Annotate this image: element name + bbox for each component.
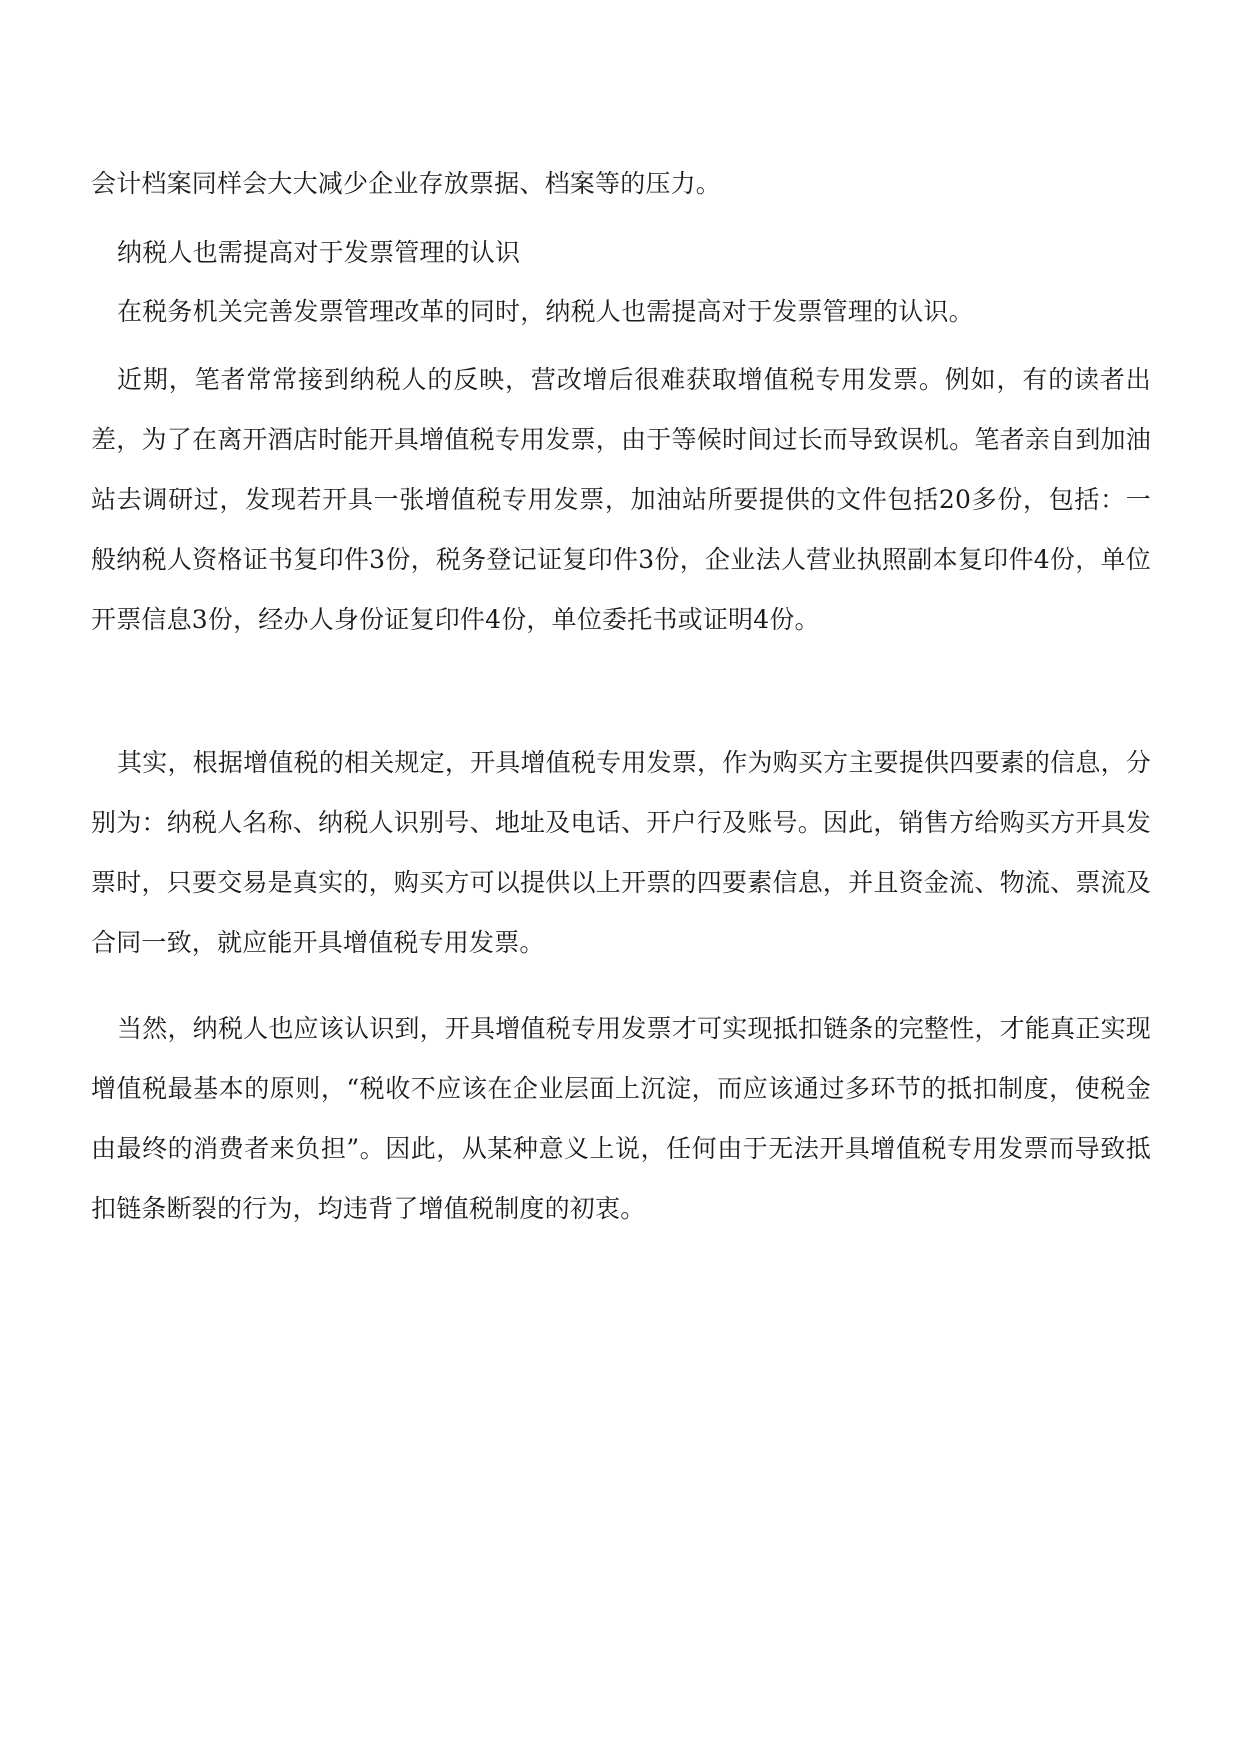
- document-page: [91, 0, 1151, 1754]
- section-heading: 纳税人也需提高对于发票管理的认识: [117, 238, 521, 267]
- paragraph-continuation: 会计档案同样会大大减少企业存放票据、档案等的压力。: [91, 169, 722, 198]
- paragraph-principle: 当然，纳税人也应该认识到，开具增值税专用发票才可实现抵扣链条的完整性，才能真正实现增值税最基本的原则，“税收不应该在企业层面上沉淀，而应该通过多环节的抵扣制度，使税金由最终的消费者来负担”。因此，从某种意义上说，任何由于无法开具增值税专用发票而导致抵扣链条断裂的行为，均违背了增值税制度的初衷。: [91, 1014, 1151, 1223]
- paragraph-regulation: 其实，根据增值税的相关规定，开具增值税专用发票，作为购买方主要提供四要素的信息，分别为：纳税人名称、纳税人识别号、地址及电话、开户行及账号。因此，销售方给购买方开具发票时，只要交易是真实的，购买方可以提供以上开票的四要素信息，并且资金流、物流、票流及合同一致，就应能开具增值税专用发票。: [91, 748, 1151, 957]
- paragraph-recent-feedback: 近期，笔者常常接到纳税人的反映，营改增后很难获取增值税专用发票。例如，有的读者出差，为了在离开酒店时能开具增值税专用发票，由于等候时间过长而导致误机。笔者亲自到加油站去调研过，发现若开具一张增值税专用发票，加油站所要提供的文件包括20多份，包括：一般纳税人资格证书复印件3份，税务登记证复印件3份，企业法人营业执照副本复印件4份，单位开票信息3份，经办人身份证复印件4份，单位委托书或证明4份。: [91, 365, 1151, 634]
- paragraph-intro: 在税务机关完善发票管理改革的同时，纳税人也需提高对于发票管理的认识。: [117, 297, 974, 326]
